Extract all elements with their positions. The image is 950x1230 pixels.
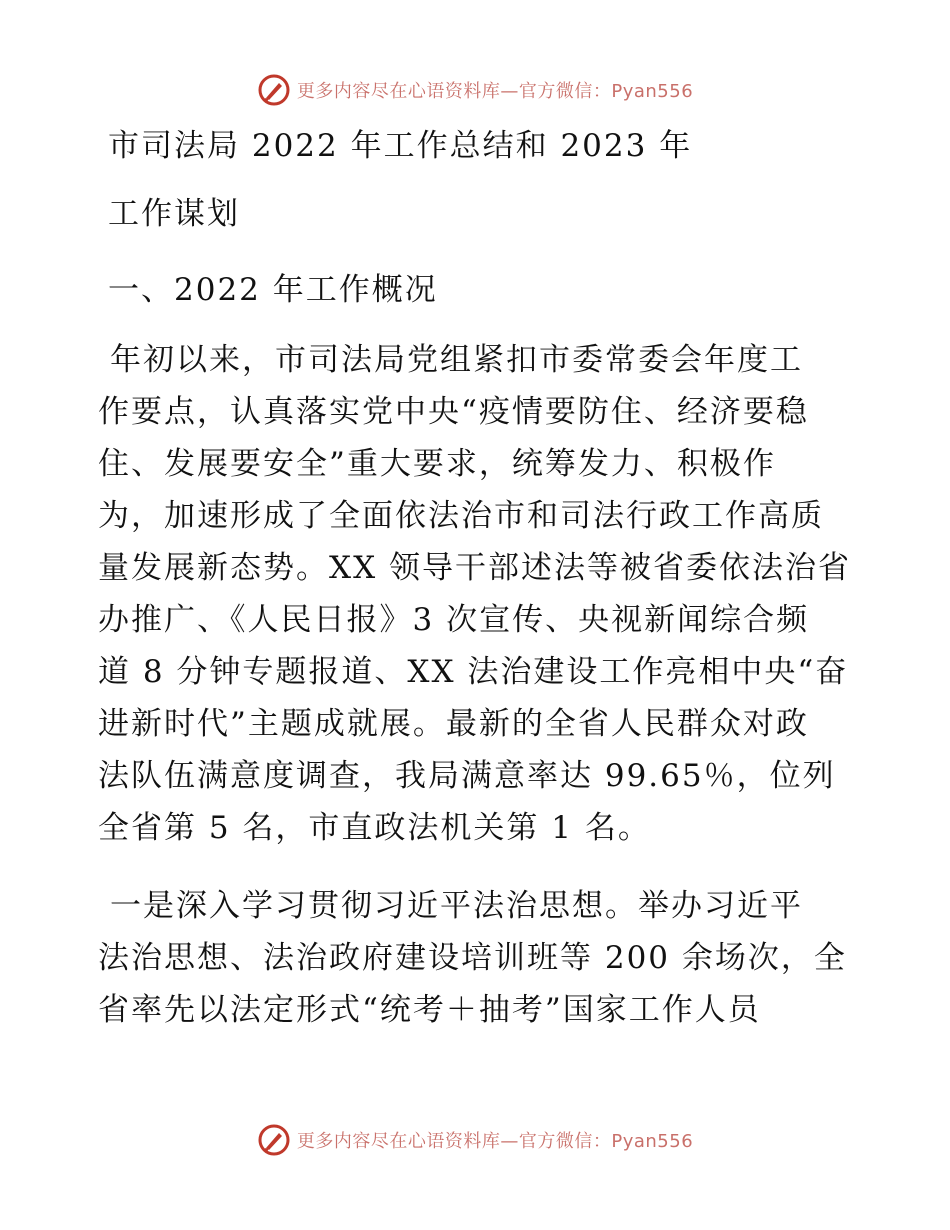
quill-logo-icon — [257, 1123, 291, 1157]
paragraph-line: 省率先以法定形式“统考＋抽考”国家工作人员 — [98, 992, 761, 1028]
quill-logo-icon — [257, 73, 291, 107]
paragraph-line: 一是深入学习贯彻习近平法治思想。举办习近平 — [110, 888, 803, 924]
footer-watermark — [0, 1120, 950, 1160]
paragraph-line: 法治思想、法治政府建设培训班等 200 余场次，全 — [98, 940, 847, 976]
paragraph-line: 进新时代”主题成就展。最新的全省人民群众对政 — [98, 706, 809, 742]
paragraph-item-1 — [98, 880, 858, 1036]
paragraph-line: 量发展新态势。XX 领导干部述法等被省委依法治省 — [98, 550, 851, 586]
paragraph-line: 年初以来，市司法局党组紧扣市委常委会年度工 — [110, 342, 803, 378]
paragraph-line: 道 8 分钟专题报道、XX 法治建设工作亮相中央“奋 — [98, 654, 849, 690]
paragraph-line: 全省第 5 名，市直政法机关第 1 名。 — [98, 810, 651, 846]
paragraph-line: 办推广、《人民日报》3 次宣传、央视新闻综合频 — [98, 602, 810, 638]
document-title-line-2: 工作谋划 — [108, 196, 240, 232]
paragraph-line: 法队伍满意度调查，我局满意率达 99.65％，位列 — [98, 758, 836, 794]
watermark-text: 更多内容尽在心语资料库—官方微信：Pyan556 — [296, 1131, 694, 1152]
document-title-line-1: 市司法局 2022 年工作总结和 2023 年 — [108, 128, 693, 164]
paragraph-overview — [98, 334, 858, 854]
header-watermark — [0, 70, 950, 110]
document-body — [98, 120, 858, 1036]
paragraph-line: 住、发展要安全”重大要求，统筹发力、积极作 — [98, 446, 776, 482]
paragraph-line: 为，加速形成了全面依法治市和司法行政工作高质 — [98, 498, 824, 534]
section-heading: 一、2022 年工作概况 — [108, 272, 438, 308]
watermark-text: 更多内容尽在心语资料库—官方微信：Pyan556 — [296, 81, 694, 102]
paragraph-line: 作要点，认真落实党中央“疫情要防住、经济要稳 — [98, 394, 809, 430]
